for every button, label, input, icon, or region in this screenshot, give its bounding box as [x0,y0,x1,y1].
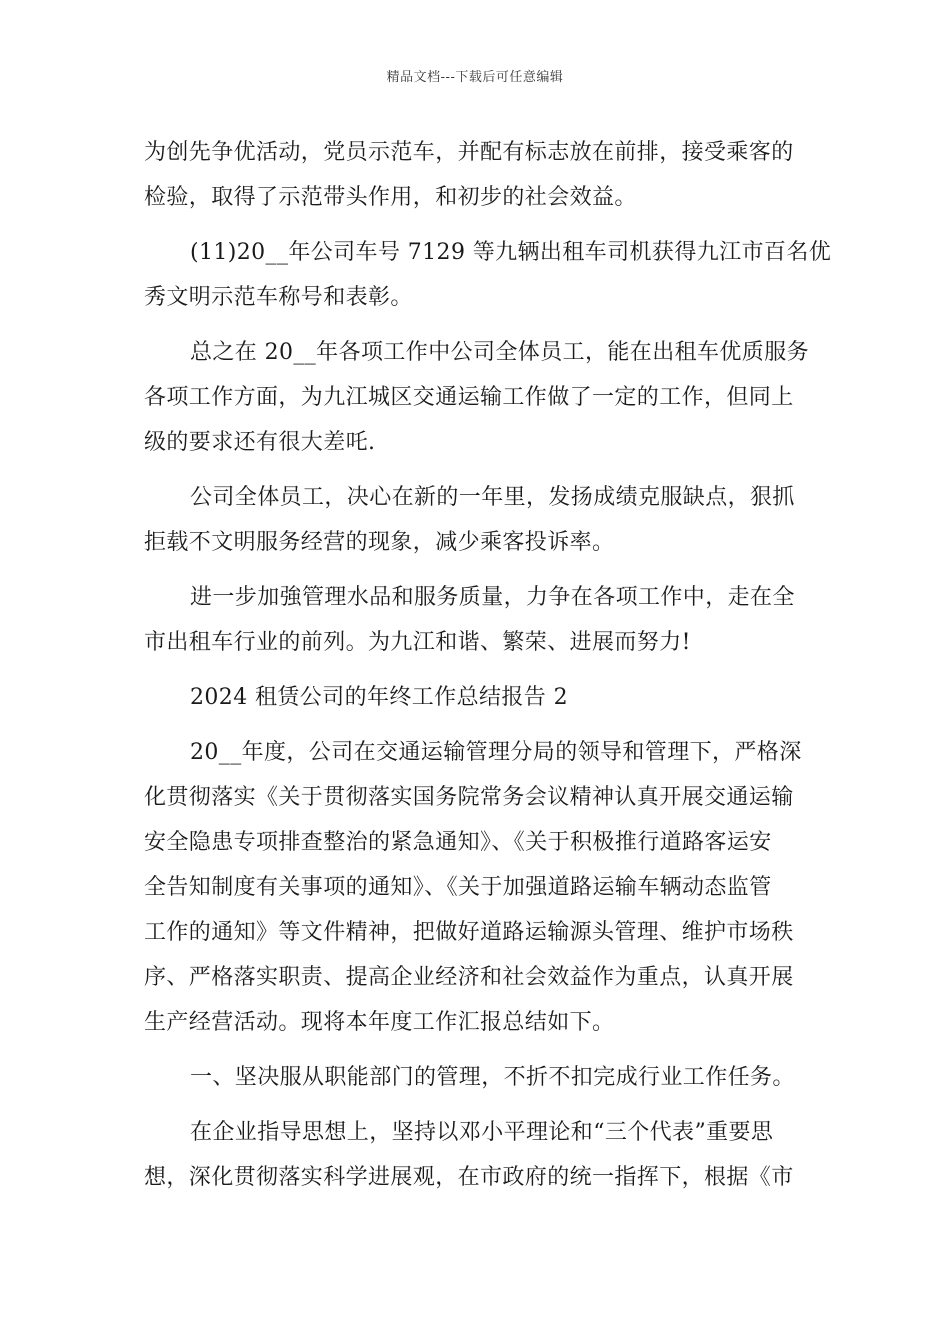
text-line: 为创先争优活动，党员示范车，并配有标志放在前排，接受乘客的 [144,140,794,165]
page-header: 精品文档---下载后可任意编辑 [386,70,564,85]
text-line: 秀文明示范车称号和表彰。 [144,285,413,310]
paragraph [144,575,810,665]
text-line: 拒载不文明服务经营的现象，减少乘客投诉率。 [144,530,615,555]
text-line: 想，深化贯彻落实科学进展观，在市政府的统一指挥下，根据《市 [144,1165,794,1190]
text-line: 公司全体员工，决心在新的一年里，发扬成绩克服缺点，狠抓 [190,485,795,510]
text-line: 进一步加強管理水品和服务质量，力争在各项工作中，走在全 [190,585,795,610]
paragraph [144,730,810,1045]
text-line: 工作的通知》等文件精神，把做好道路运输源头管理、维护市场秩 [144,920,794,945]
text-line: (11)20__年公司车号 7129 等九辆出租车司机获得九江市百名优 [190,240,832,265]
text-line: 检验，取得了示范带头作用，和初步的社会效益。 [144,185,637,210]
text-line: 级的要求还有很大差吒. [144,430,376,455]
section-heading [144,675,810,720]
paragraph [144,330,810,465]
document-body [144,130,832,1200]
text-line: 安全隐患专项排查整治的紧急通知》、《关于积极推行道路客运安 [144,830,772,855]
text-line: 市出租车行业的前列。为九江和谐、繁荣、进展而努力! [144,630,691,655]
text-line: 生产经营活动。现将本年度工作汇报总结如下。 [144,1010,615,1035]
text-line: 化贯彻落实《关于贯彻落实国务院常务会议精神认真开展交通运输 [144,785,794,810]
paragraph [144,475,810,565]
paragraph [144,230,832,320]
text-line: 在企业指导思想上，坚持以邓小平理论和“三个代表”重要思 [190,1120,774,1145]
heading-text: 2024 租赁公司的年终工作总结报告 2 [190,685,568,710]
text-line: 全告知制度有关事项的通知》、《关于加强道路运输车辆动态监管 [144,875,772,900]
text-line: 各项工作方面，为九江城区交通运输工作做了一定的工作，但同上 [144,385,794,410]
text-line: 20__年度，公司在交通运输管理分局的领导和管理下，严格深 [190,740,802,765]
text-line: 总之在 20__年各项工作中公司全体员工，能在出租车优质服务 [190,340,809,365]
text-line: 序、严格落实职责、提高企业经济和社会效益作为重点，认真开展 [144,965,794,990]
paragraph [144,130,810,220]
heading-text: 一、坚决服从职能部门的管理，不折不扣完成行业工作任务。 [190,1065,795,1090]
section-heading [144,1055,810,1100]
paragraph [144,1110,810,1200]
